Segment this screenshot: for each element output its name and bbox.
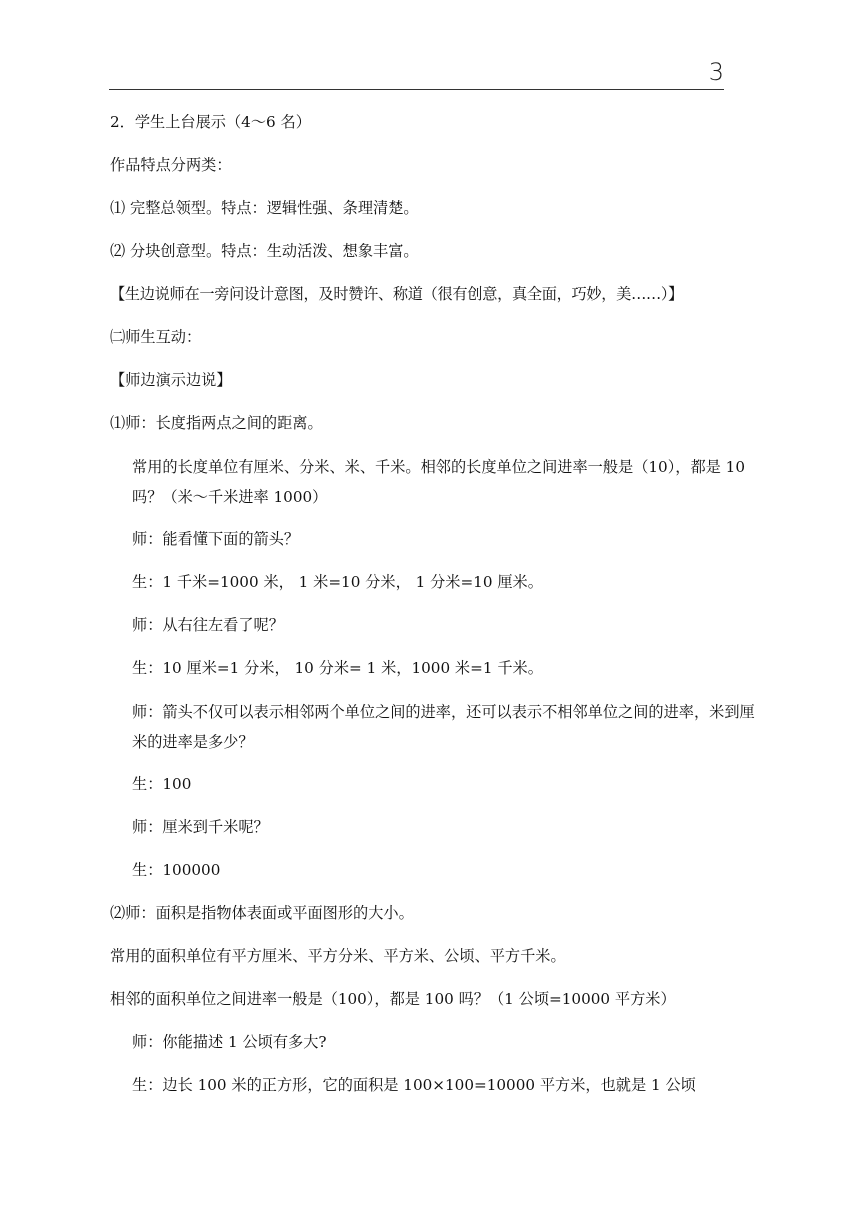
page-number: 3 (708, 58, 724, 86)
paragraph-work-categories: 作品特点分两类： (110, 156, 232, 174)
paragraph-student-answer-4: 生：100000 (132, 861, 221, 879)
paragraph-area-rate: 相邻的面积单位之间进率一般是（100），都是 100 吗？（1 公顷=10000 平方米） (110, 990, 676, 1008)
paragraph-category-1: ⑴ 完整总领型。特点：逻辑性强、条理清楚。 (110, 199, 419, 217)
paragraph-student-answer-2: 生：10 厘米=1 分米， 10 分米= 1 米，1000 米=1 千米。 (132, 659, 543, 677)
paragraph-arrow-explanation: 师：箭头不仅可以表示相邻两个单位之间的进率，还可以表示不相邻单位之间的进率，米到厘米的进率是多少？ (132, 703, 755, 751)
paragraph-right-to-left: 师：从右往左看了呢？ (132, 616, 284, 634)
paragraph-student-answer-3: 生：100 (132, 775, 192, 793)
paragraph-student-presentation: 2．学生上台展示（4～6 名） (110, 113, 311, 131)
paragraph-student-answer-5: 生：边长 100 米的正方形，它的面积是 100×100=10000 平方米，也就是 1 公顷 (132, 1076, 696, 1094)
paragraph-teacher-note: 【生边说师在一旁问设计意图，及时赞许、称道（很有创意，真全面，巧妙，美……）】 (110, 285, 684, 303)
paragraph-hectare-question: 师：你能描述 1 公顷有多大? (132, 1033, 327, 1051)
paragraph-length-units: 常用的长度单位有厘米、分米、米、千米。相邻的长度单位之间进率一般是（10），都是 10 吗？（米～千米进率 1000） (132, 458, 746, 506)
document-body (110, 101, 762, 1107)
paragraph-length-definition: ⑴师：长度指两点之间的距离。 (110, 414, 323, 432)
paragraph-student-answer-1: 生：1 千米=1000 米， 1 米=10 分米， 1 分米=10 厘米。 (132, 573, 543, 591)
paragraph-area-definition: ⑵师：面积是指物体表面或平面图形的大小。 (110, 904, 414, 922)
paragraph-teacher-demo: 【师边演示边说】 (110, 371, 232, 389)
paragraph-cm-to-km: 师：厘米到千米呢？ (132, 818, 269, 836)
paragraph-section-interaction: ㈡师生互动： (110, 328, 202, 346)
paragraph-area-units: 常用的面积单位有平方厘米、平方分米、平方米、公顷、平方千米。 (110, 947, 566, 965)
header-divider (109, 89, 724, 90)
paragraph-category-2: ⑵ 分块创意型。特点：生动活泼、想象丰富。 (110, 242, 419, 260)
paragraph-arrow-question: 师：能看懂下面的箭头？ (132, 530, 300, 548)
